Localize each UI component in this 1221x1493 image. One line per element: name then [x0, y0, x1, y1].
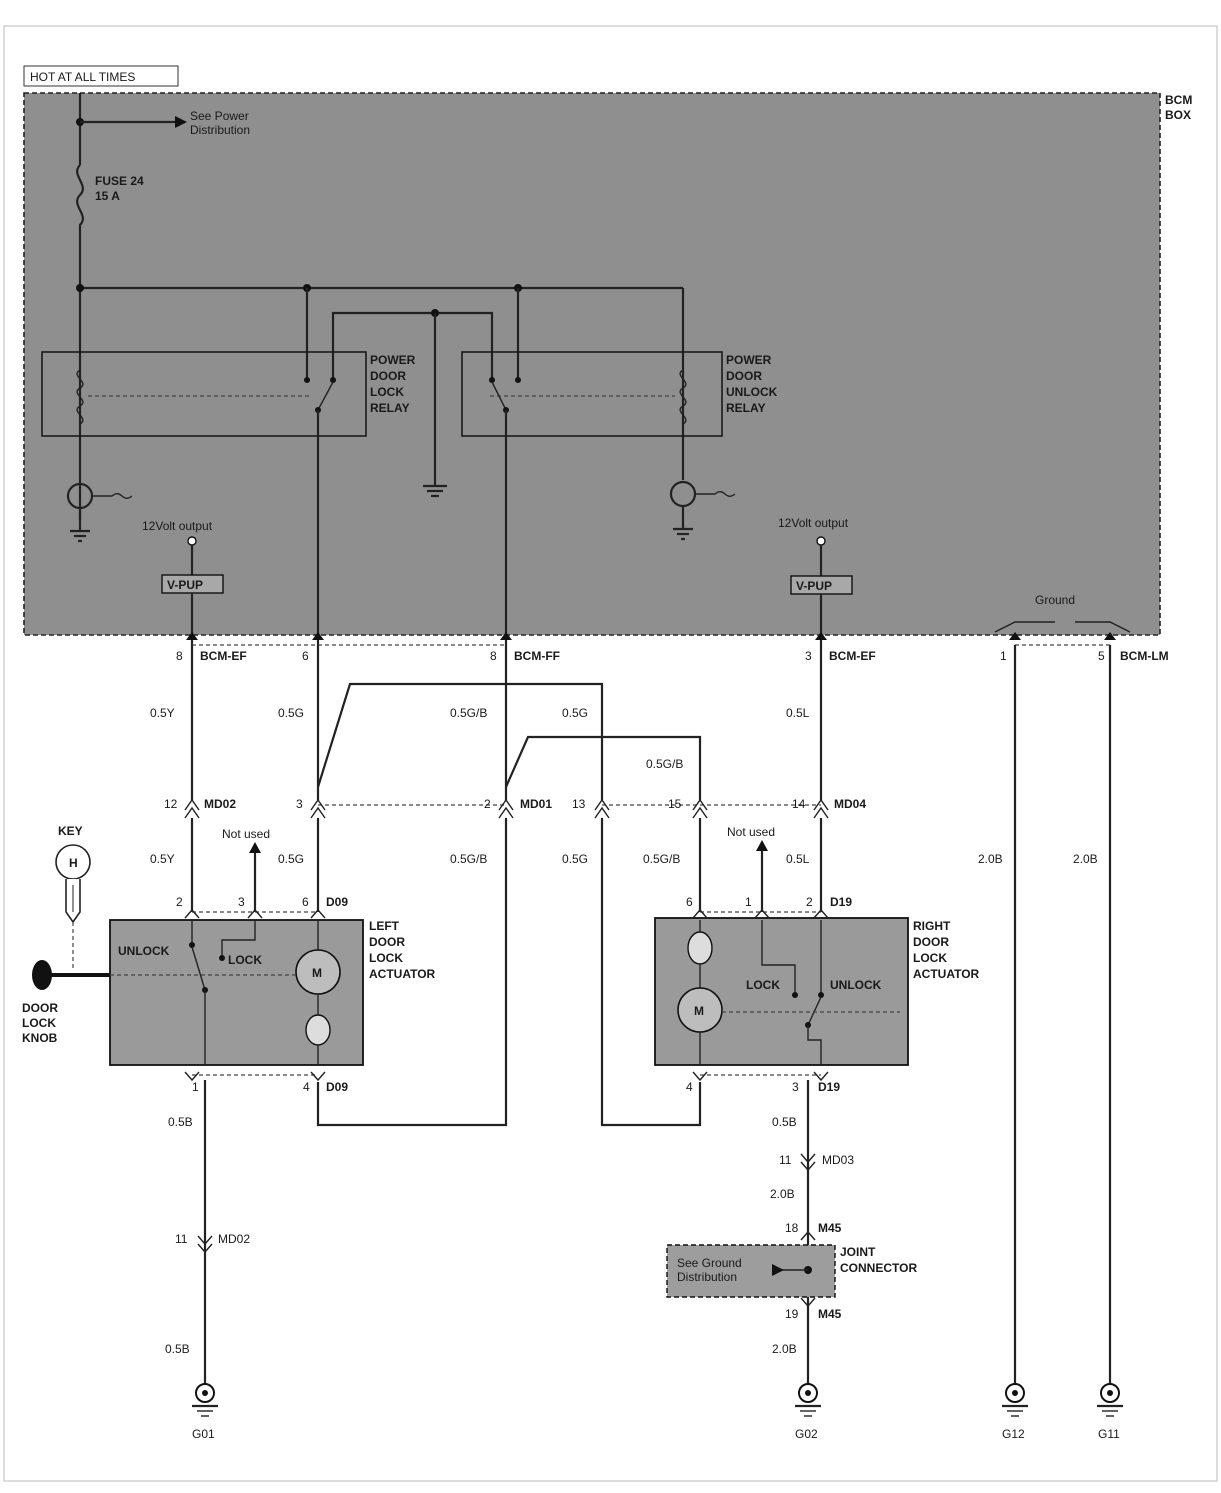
left-act-contact-lock — [219, 955, 225, 961]
pin-label-6a: 6 — [302, 649, 309, 663]
right-act-lock-label: LOCK — [746, 978, 780, 992]
joint-connector-label-2: CONNECTOR — [840, 1261, 918, 1275]
left-12v-output-terminal — [188, 537, 196, 545]
pin-mark-md01-2 — [499, 800, 513, 818]
pin-label-18: 18 — [785, 1221, 799, 1235]
power-ref-text-1: See Power — [190, 109, 249, 123]
pin-label-12: 12 — [164, 797, 178, 811]
connector-bcm-ff: BCM-FF — [514, 649, 560, 663]
lock-relay-label-4: RELAY — [370, 401, 410, 415]
ground-label-g02: G02 — [795, 1427, 818, 1441]
knob-label-3: KNOB — [22, 1031, 58, 1045]
wire-label-l-lower: 0.5L — [786, 852, 810, 866]
pin-mark-d09-4 — [311, 1072, 325, 1080]
right-actuator-label-3: LOCK — [913, 951, 947, 965]
wire-label-gb-upper: 0.5G/B — [450, 706, 488, 720]
pin-label-2b: 2 — [176, 895, 183, 909]
pin-label-2c: 2 — [806, 895, 813, 909]
header-label: HOT AT ALL TIMES — [30, 70, 136, 84]
right-not-used-label: Not used — [727, 825, 776, 839]
wire-label-b-right-3: 2.0B — [772, 1342, 797, 1356]
unlock-relay-label-4: RELAY — [726, 401, 766, 415]
wire-label-gb-lower: 0.5G/B — [450, 852, 488, 866]
internal-ground-label: Ground — [1035, 593, 1076, 607]
wire-label-gb-cross: 0.5G/B — [646, 757, 684, 771]
key-label: KEY — [58, 824, 83, 838]
connector-d09-bottom: D09 — [326, 1080, 349, 1094]
left-vpup-label: V-PUP — [167, 578, 204, 592]
left-actuator-label-1: LEFT — [369, 919, 399, 933]
wire-label-g-upper: 0.5G — [278, 706, 305, 720]
pin-label-8a: 8 — [176, 649, 183, 663]
ground-label-g11: G11 — [1098, 1427, 1120, 1441]
pin-label-3a: 3 — [805, 649, 812, 663]
ground-label-g01: G01 — [192, 1427, 215, 1441]
left-12v-output-label: 12Volt output — [142, 519, 213, 533]
pin-mark-md01-13 — [595, 800, 609, 818]
ground-g02-icon — [795, 1384, 821, 1416]
left-actuator-label-3: LOCK — [369, 951, 403, 965]
pin-label-1b: 1 — [192, 1080, 199, 1094]
right-position-sensor-icon — [688, 932, 712, 964]
pin-label-3b: 3 — [296, 797, 303, 811]
pin-label-11a: 11 — [175, 1232, 188, 1246]
unlock-relay-label-3: UNLOCK — [726, 385, 778, 399]
lock-relay-label-3: LOCK — [370, 385, 404, 399]
lock-relay-contact-no — [304, 377, 310, 383]
connector-m45-bottom: M45 — [818, 1307, 842, 1321]
left-position-sensor-icon — [306, 1015, 330, 1045]
pin-label-5a: 5 — [1098, 649, 1105, 663]
right-not-used-arrow-icon — [756, 840, 768, 851]
pin-label-6c: 6 — [686, 895, 693, 909]
fuse-rating: 15 A — [95, 189, 120, 203]
right-actuator-label-1: RIGHT — [913, 919, 951, 933]
pin-label-13: 13 — [572, 797, 586, 811]
left-act-unlock-label: UNLOCK — [118, 944, 170, 958]
connector-d19-top: D19 — [830, 895, 853, 909]
wire-label-y-lower: 0.5Y — [150, 852, 175, 866]
pin-label-3d: 3 — [792, 1080, 799, 1094]
pin-mark-d19-4 — [693, 1072, 707, 1080]
bus-dot-1 — [76, 284, 84, 292]
right-vpup-label: V-PUP — [796, 579, 833, 593]
left-not-used-arrow-icon — [249, 842, 261, 853]
pin-label-11b: 11 — [779, 1153, 792, 1167]
lock-relay-label-2: DOOR — [370, 369, 406, 383]
wire-label-g-cross: 0.5G — [562, 706, 589, 720]
key-letter: H — [69, 856, 78, 870]
wire-label-b-g12: 2.0B — [978, 852, 1003, 866]
left-actuator-label-4: ACTUATOR — [369, 967, 436, 981]
pin-label-4a: 4 — [303, 1080, 310, 1094]
wire-label-y-upper: 0.5Y — [150, 706, 175, 720]
ground-g11-icon — [1097, 1384, 1123, 1416]
wire-label-gb-right: 0.5G/B — [643, 852, 681, 866]
pin-label-19: 19 — [785, 1307, 799, 1321]
unlock-relay-contact-no — [515, 377, 521, 383]
ground-g01-icon — [192, 1384, 218, 1416]
bcm-box-area — [24, 93, 1160, 635]
right-12v-output-label: 12Volt output — [778, 516, 849, 530]
right-act-unlock-label: UNLOCK — [830, 978, 882, 992]
knob-label-2: LOCK — [22, 1016, 56, 1030]
right-actuator-label-4: ACTUATOR — [913, 967, 980, 981]
pin-mark-md02-12 — [185, 800, 199, 818]
wire-label-b-left-2: 0.5B — [165, 1342, 190, 1356]
bcm-box-label-2: BOX — [1165, 108, 1192, 122]
connector-md02-lower: MD02 — [218, 1232, 251, 1246]
pin-mark-md04-14 — [814, 800, 828, 818]
connector-m45-top: M45 — [818, 1221, 842, 1235]
pin-label-1a: 1 — [1000, 649, 1007, 663]
knob-label-1: DOOR — [22, 1001, 58, 1015]
right-12v-output-terminal — [817, 537, 825, 545]
ground-label-g12: G12 — [1002, 1427, 1025, 1441]
connector-md02-upper: MD02 — [204, 797, 237, 811]
unlock-relay-label-1: POWER — [726, 353, 772, 367]
pin-label-14: 14 — [792, 797, 806, 811]
fuse-name: FUSE 24 — [95, 174, 144, 188]
pin-mark-d09-1 — [185, 1072, 199, 1080]
lock-relay-label-1: POWER — [370, 353, 416, 367]
connector-md03: MD03 — [822, 1153, 855, 1167]
wire-g-crossover — [318, 684, 602, 800]
right-act-contact-lock — [792, 992, 798, 998]
wire-label-b-g11: 2.0B — [1073, 852, 1098, 866]
pin-mark-md04-15 — [693, 800, 707, 818]
left-actuator-label-2: DOOR — [369, 935, 405, 949]
wire-label-g-right: 0.5G — [562, 852, 589, 866]
connector-bcm-lm: BCM-LM — [1120, 649, 1169, 663]
wire-label-b-right-2: 2.0B — [770, 1187, 795, 1201]
left-not-used-label: Not used — [222, 827, 271, 841]
pin-label-15: 15 — [668, 797, 682, 811]
joint-connector-label-1: JOINT — [840, 1245, 876, 1259]
wire-label-b-left-1: 0.5B — [168, 1115, 193, 1129]
connector-md04: MD04 — [834, 797, 867, 811]
pin-label-4b: 4 — [686, 1080, 693, 1094]
connector-bcm-ef-right: BCM-EF — [829, 649, 876, 663]
pin-label-8b: 8 — [490, 649, 497, 663]
connector-md01: MD01 — [520, 797, 553, 811]
ground-g12-icon — [1002, 1384, 1028, 1416]
left-act-lock-label: LOCK — [228, 953, 262, 967]
joint-ref-text-1: See Ground — [677, 1256, 742, 1270]
bcm-box-label-1: BCM — [1165, 93, 1193, 107]
pin-label-1c: 1 — [745, 895, 752, 909]
joint-ref-text-2: Distribution — [677, 1270, 738, 1284]
pin-label-2a: 2 — [484, 797, 491, 811]
unlock-relay-label-2: DOOR — [726, 369, 762, 383]
connector-bcm-ef-left: BCM-EF — [200, 649, 247, 663]
wire-label-b-right-1: 0.5B — [772, 1115, 797, 1129]
left-motor-label: M — [312, 966, 322, 980]
wire-label-l-upper: 0.5L — [786, 706, 810, 720]
pin-label-3c: 3 — [238, 895, 245, 909]
wire-label-g-lower: 0.5G — [278, 852, 305, 866]
power-ref-text-2: Distribution — [190, 123, 251, 137]
pin-label-6b: 6 — [302, 895, 309, 909]
pin-mark-md01-3 — [311, 800, 325, 818]
right-motor-label: M — [694, 1004, 704, 1018]
connector-d09-top: D09 — [326, 895, 349, 909]
connector-d19-bottom: D19 — [818, 1080, 841, 1094]
pin-mark-d19-3 — [814, 1072, 828, 1080]
right-actuator-label-2: DOOR — [913, 935, 949, 949]
